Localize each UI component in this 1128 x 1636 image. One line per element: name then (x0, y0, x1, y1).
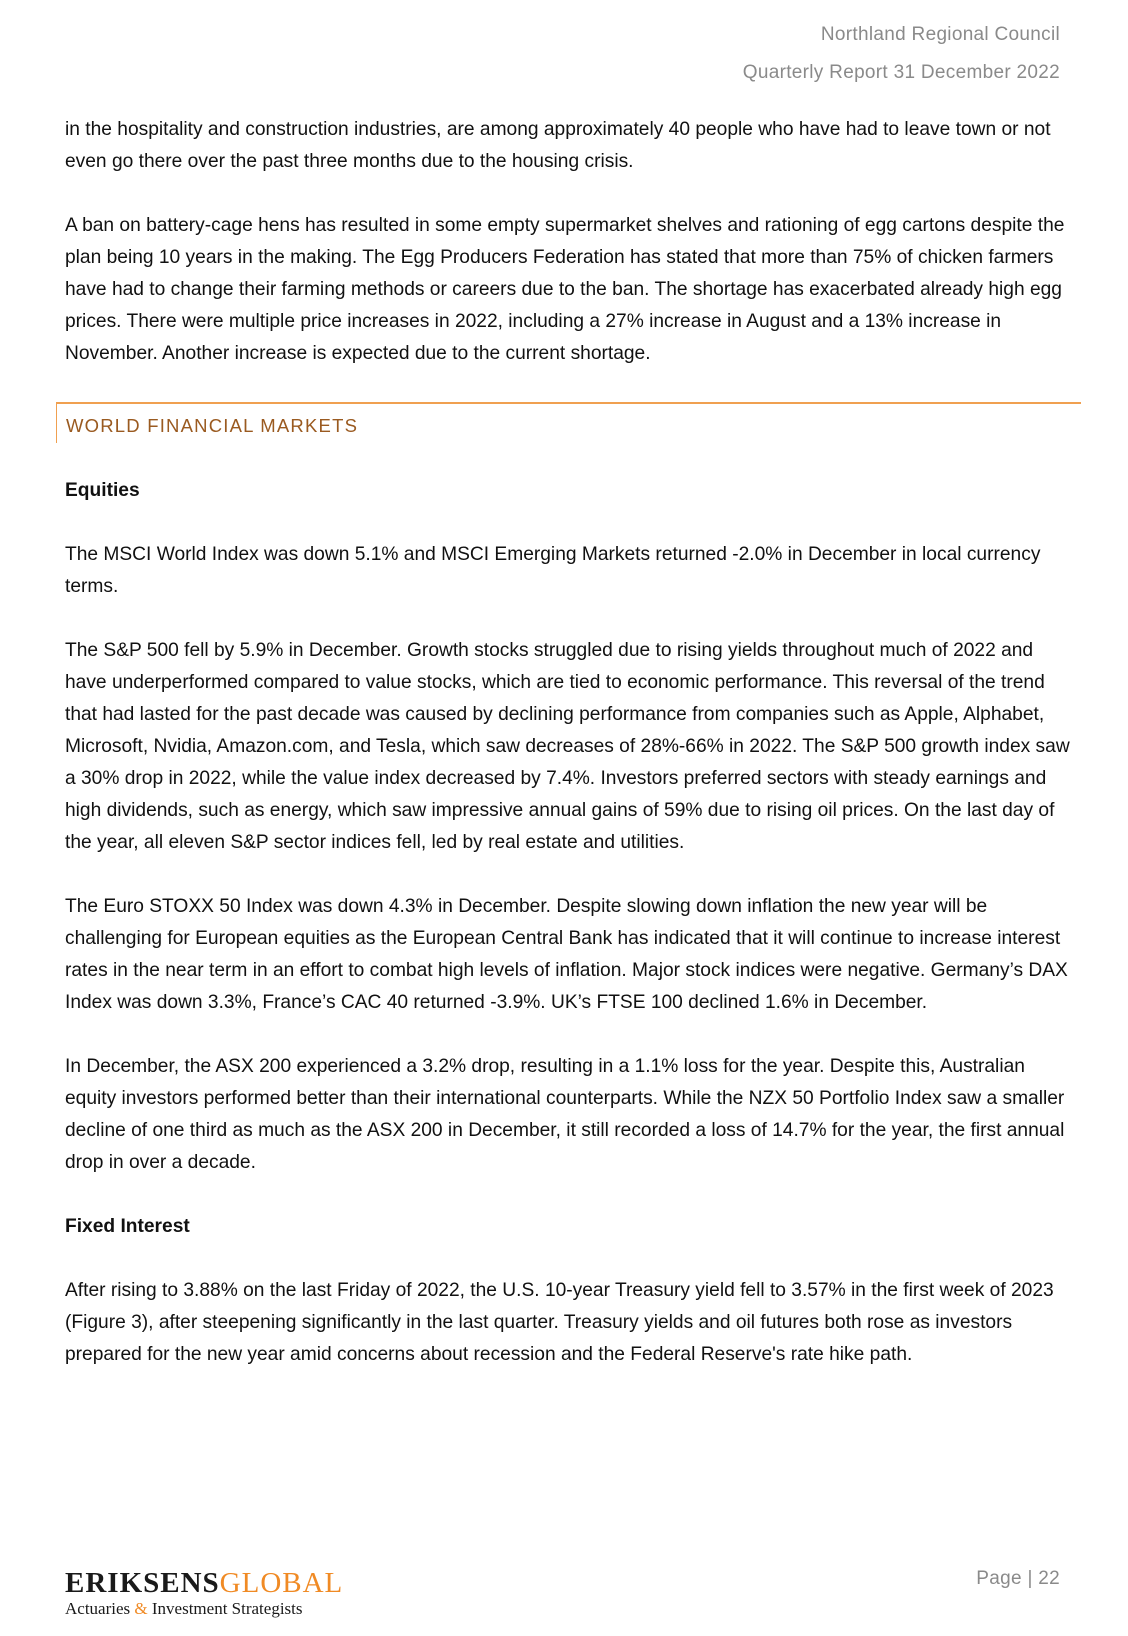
section-heading: WORLD FINANCIAL MARKETS (56, 402, 1081, 443)
paragraph: After rising to 3.88% on the last Friday of 2022, the U.S. 10-year Treasury yield fell to 3.57% in the first week of 2023 (Figure 3), after steepening significantly in the last quarter. Treasury yields and oil futures both rose as investors prepared for the new year amid concerns about recession and the Federal Reserve's rate hike path. (65, 1280, 1054, 1365)
paragraph: In December, the ASX 200 experienced a 3.2% drop, resulting in a 1.1% loss for the year. Despite this, Australian equity investors performed better than their international counterparts. While the NZX 50 Portfolio Index saw a smaller decline of one third as much as the ASX 200 in December, it still recorded a loss of 14.7% for the year, the first annual drop in over a decade. (65, 1056, 1065, 1173)
page-header (743, 16, 1060, 92)
subheading-fixed-interest: Fixed Interest (65, 1216, 190, 1237)
logo-word-global: GLOBAL (219, 1567, 344, 1599)
paragraph: The MSCI World Index was down 5.1% and MSCI Emerging Markets returned -2.0% in December in local currency terms. (65, 544, 1041, 597)
tagline-text: Investment Strategists (147, 1599, 303, 1618)
tagline-ampersand: & (134, 1599, 148, 1618)
company-logo (65, 1568, 343, 1620)
logo-tagline (65, 1598, 343, 1620)
page-number: Page | 22 (976, 1568, 1060, 1589)
logo-word-eriksens: ERIKSENS (65, 1567, 220, 1599)
tagline-text: Actuaries (65, 1599, 135, 1618)
paragraph: in the hospitality and construction industries, are among approximately 40 people who have had to leave town or not even go there over the past three months due to the housing crisis. (65, 119, 1051, 172)
paragraph: The S&P 500 fell by 5.9% in December. Growth stocks struggled due to rising yields throughout much of 2022 and have underperformed compared to value stocks, which are tied to economic performance. This reversal of the trend that had lasted for the past decade was caused by declining performance from companies such as Apple, Alphabet, Microsoft, Nvidia, Amazon.com, and Tesla, which saw decreases of 28%-66% in 2022. The S&P 500 growth index saw a 30% drop in 2022, while the value index decreased by 7.4%. Investors preferred sectors with steady earnings and high dividends, such as energy, which saw impressive annual gains of 59% due to rising oil prices. On the last day of the year, all eleven S&P sector indices fell, led by real estate and utilities. (65, 640, 1070, 853)
header-organization: Northland Regional Council (820, 24, 1060, 45)
paragraph: The Euro STOXX 50 Index was down 4.3% in December. Despite slowing down inflation the new year will be challenging for European equities as the European Central Bank has indicated that it will continue to increase interest rates in the near term in an effort to combat high levels of inflation. Major stock indices were negative. Germany’s DAX Index was down 3.3%, France’s CAC 40 returned -3.9%. UK’s FTSE 100 declined 1.6% in December. (65, 896, 1068, 1013)
subheading-equities: Equities (65, 480, 140, 501)
header-report-title: Quarterly Report 31 December 2022 (742, 62, 1060, 83)
document-body (65, 114, 1075, 1403)
logo-wordmark (65, 1568, 343, 1598)
paragraph: A ban on battery-cage hens has resulted in some empty supermarket shelves and rationing of egg cartons despite the plan being 10 years in the making. The Egg Producers Federation has stated that more than 75% of chicken farmers have had to change their farming methods or careers due to the ban. The shortage has exacerbated already high egg prices. There were multiple price increases in 2022, including a 27% increase in August and a 13% increase in November. Another increase is expected due to the current shortage. (65, 215, 1065, 364)
